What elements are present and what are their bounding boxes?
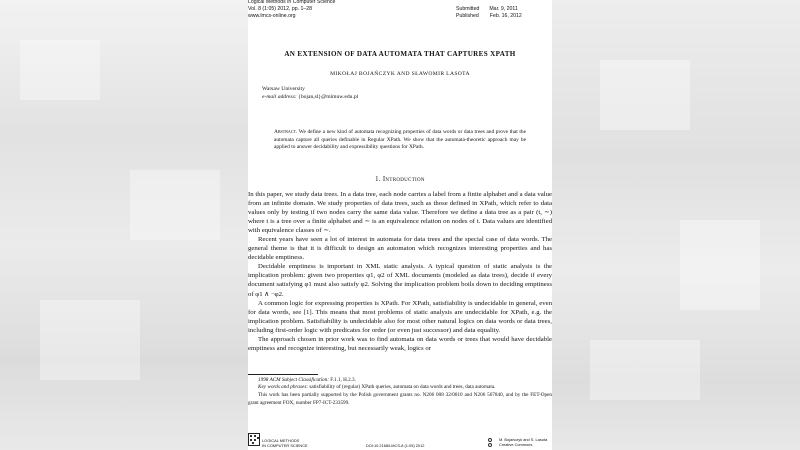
copyright-icon [488,438,492,442]
lmcs-logo [248,433,260,446]
published-date: Feb. 16, 2012 [489,13,522,19]
acm-value: F.1.1, H.2.3. [330,377,356,383]
paper-page [248,0,552,450]
paper-title: AN EXTENSION OF DATA AUTOMATA THAT CAPTURES XPATH [284,50,516,58]
support-note: This work has been partially supported by the Polish government grants no. N206 008 32/0810 and N206 567840, and by the FET-Open grant agreement FOX, number FP7-ICT-233599. [248,392,552,406]
journal-header [248,0,335,20]
footer-copyright: M. Bojańczyk and S. Lasota [499,437,548,442]
footer-cc: Creative Commons [499,442,533,447]
affiliation: Warsaw University [262,86,305,92]
section-number: 1. [375,176,381,183]
footnote-rule [248,374,318,375]
submission-dates [456,6,522,20]
paragraph: A common logic for expressing properties is XPath. For XPath, satisfiability is undecidable in general, even for data words, see [1]. This means that most problems of static analysis are undecidable for XPath, e.g. the implication problem. Satisfiability is undecidable also for most other natural logics on data words or data trees, including first-order logic with predicates for order (or even just successor) and data equality. [248,299,552,334]
submitted-date: Mar. 9, 2011 [489,6,518,12]
journal-name: Logical Methods in Computer Science [248,0,336,5]
keywords-label: Key words and phrases: [258,384,309,391]
abstract-text: We define a new kind of automata recognizing properties of data words or data trees and prove that the automata capture all queries definable in Regular XPath. We show that the automata-theoretic approach may be applied to answer decidability and expressibility questions for XPath. [274,129,526,151]
section-title: Introduction [382,176,425,183]
footer-logo-line2: IN COMPUTER SCIENCE [262,443,308,448]
background-tile [130,170,220,240]
background-tile [680,220,760,310]
submitted-label: Submitted [456,6,480,12]
footer-logo-text [262,438,308,448]
footer-doi: DOI:10.2168/LMCS-8 (1:05) 2012 [366,443,425,448]
journal-url: www.lmcs-online.org [248,13,296,19]
section-heading [248,176,552,183]
email-label: e-mail address: [262,94,297,100]
email-address: {bojan,sl}@mimuw.edu.pl [298,94,359,100]
abstract-label: Abstract. [274,129,298,135]
acm-label: 1998 ACM Subject Classification: [258,377,329,383]
paper-authors: MIKOŁAJ BOJAŃCZYK AND SŁAWOMIR LASOTA [330,71,470,77]
paragraph: The approach chosen in prior work was to find automata on data words or trees that would have decidable emptiness and recognize interesting, but necessarily weak, logics or [248,335,552,352]
footer-license [499,437,547,447]
background-tile [600,60,690,130]
footer-logo-line1: LOGICAL METHODS [262,438,300,443]
affiliation-block [262,85,358,101]
background-tile [590,340,700,400]
body-text [248,190,552,353]
paragraph: Decidable emptiness is important in XML static analysis. A typical question of static analysis is the implication problem: given two properties φ1, φ2 of XML documents (modeled as data trees), decide if every document satisfying φ1 must also satisfy φ2. Solving the implication problem boils down to deciding emptiness of φ1 ∧ ¬φ2. [248,263,552,298]
background-tile [40,300,140,380]
abstract [274,129,526,152]
paragraph: Recent years have seen a lot of interest in automata for data trees and the special case of data words. The general theme is that it is difficult to design an automaton which recognizes interesting properties and has decidable emptiness. [248,236,552,262]
paragraph: In this paper, we study data trees. In a data tree, each node carries a label from a finite alphabet and a data value from an infinite domain. We study properties of data trees, such as those defined in XPath, which refer to data values only by testing if two nodes carry the same data value. Therefore we define a data tree as a pair (t, ∼) where t is a tree over a finite alphabet and ∼ is an equivalence relation on nodes of t. Data values are identified with equivalence classes of ∼. [248,191,552,235]
footnotes [248,377,552,407]
creative-commons-icon [488,443,492,447]
background-tile [20,40,100,100]
published-label: Published [456,13,479,19]
keywords-value: satisfiability of (regular) XPath queries, automata on data words and trees, data automata. [309,384,496,391]
journal-volume: Vol. 8 (1:05) 2012, pp. 1–28 [248,6,313,12]
